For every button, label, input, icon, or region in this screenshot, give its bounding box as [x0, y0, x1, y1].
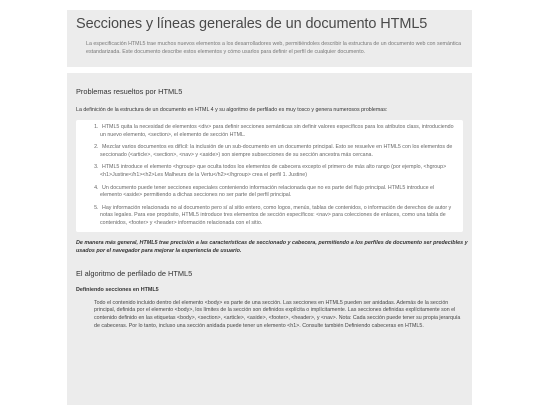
list-item	[100, 164, 457, 179]
problem-text: HTML5 quita la necesidad de elementos <div> para definir secciones semánticas sin definir valores específicos para los atributos class, introduciendo un nuevo elemento, <section>, el elemento de sección HTML.	[100, 124, 454, 138]
conclusion-paragraph: De manera más general, HTML5 trae precisión a las características de seccionado y cabecera, permitiendo a los perfiles de documento ser predecibles y usados por el navegador para mejorar la experiencia de usuario.	[76, 239, 468, 254]
intro-paragraph: La especificación HTML5 trae muchos nuevos elementos a los desarrolladores web, permitiéndoles describir la estructura de un documento web con semántica estandarizada. Este documento describe estos elementos y cómo usarlos para definir el perfil de cualquier documento.	[86, 41, 462, 55]
title-card	[67, 10, 472, 67]
problem-text: Hay información relacionada no al documento pero sí al sitio entero, como logos, menús, tablas de contenidos, o información de derechos de autor y notas legales. Para ese propósito, HTML5 introduce tres elementos de sección específicos: <nav> para colecciones de enlaces, como una tabla de contenidos, <footer> y <header> información relacionada con el sitio.	[100, 204, 452, 226]
content-card	[67, 73, 472, 405]
list-item	[100, 124, 457, 139]
problems-box	[76, 120, 463, 232]
problem-text: HTML5 introduce el elemento <hgroup> que oculta todos los elementos de cabecera excepto el primero de más alto rango (por ejemplo, <hgroup><h1>Justine</h1><h2>Les Malheurs de la Vertu</h2></hgroup> crea el perfil 1. Justine)	[100, 164, 447, 178]
problems-lead: La definición de la estructura de un documento en HTML 4 y su algoritmo de perfilado es muy tosco y genera numerosos problemas:	[76, 107, 388, 113]
list-item	[100, 144, 457, 159]
section-heading-problems: Problemas resueltos por HTML5	[76, 87, 183, 96]
subsection-heading: Definiendo secciones en HTML5	[76, 286, 159, 293]
body-paragraph: Todo el contenido incluido dentro del elemento <body> es parte de una sección. Las secciones en HTML5 pueden ser anidadas. Además de la sección principal, definida por el elemento <body>, los límites de la sección son definidos explícita o implícitamente. Las secciones definidas explícitamente son el contenido definido en las etiquetas <body>, <section>, <article>, <aside>, <footer>, <header>, y <nav>. Nota: Cada sección puede tener su propia jerarquía de cabeceras. Por lo tanto, incluso una sección anidada puede tener un elemento <h1>. Consulte también Definiendo cabeceras en HTML5.	[94, 299, 461, 329]
list-item	[100, 185, 457, 200]
problem-text: Mezclar varios documentos es difícil: la inclusión de un sub-documento en un documento principal. Esto se resuelve en HTML5 con los elementos de seccionado (<article>, <section>, <nav> y <aside>) son siempre subsecciones de su sección ancestra más cercana.	[100, 144, 453, 158]
page-title: Secciones y líneas generales de un documento HTML5	[76, 16, 428, 32]
section-heading-algorithm: El algoritmo de perfilado de HTML5	[76, 268, 193, 278]
list-item	[100, 205, 457, 228]
problems-list	[76, 124, 457, 228]
problem-text: Un documento puede tener secciones especiales conteniendo información relacionada que no es parte del flujo principal. HTML5 introduce el elemento <aside> permitiendo a dichas secciones no ser parte del perfil principal.	[100, 184, 435, 199]
